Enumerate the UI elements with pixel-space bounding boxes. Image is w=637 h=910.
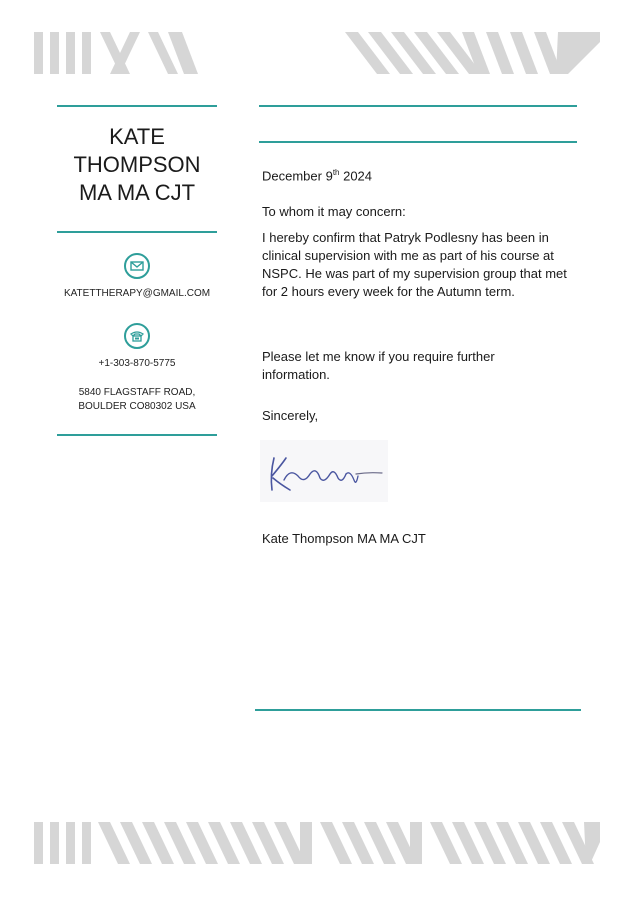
- signature-name: Kate Thompson MA MA CJT: [262, 531, 426, 546]
- letter-second-rule: [259, 141, 577, 143]
- address-line: 5840 FLAGSTAFF ROAD,: [78, 387, 196, 398]
- telephone-icon: [124, 323, 150, 349]
- letter-bottom-rule: [255, 709, 581, 711]
- sender-name: [58, 123, 216, 207]
- letter-salutation: To whom it may concern:: [262, 204, 406, 219]
- letter-body-paragraph-1: I hereby confirm that Patryk Podlesny has been in clinical supervision with me as part of his course at NSPC. He was part of my supervision group that met for 2 hours every week for the Autumn term.: [262, 230, 567, 299]
- address-line: BOULDER CO80302 USA: [78, 401, 196, 412]
- letter-body-paragraph-2: Please let me know if you require further information.: [262, 349, 495, 382]
- letter-top-rule: [259, 105, 577, 107]
- phone-number: +1-303-870-5775: [98, 358, 176, 369]
- name-line: KATE: [109, 124, 165, 149]
- letter-closing: Sincerely,: [262, 408, 319, 423]
- sidebar-bottom-rule: [57, 434, 217, 436]
- sidebar-top-rule: [57, 105, 217, 107]
- date-year: 2024: [339, 168, 373, 184]
- postal-address: [52, 386, 222, 414]
- name-line: MA MA CJT: [78, 180, 196, 205]
- bottom-decorative-band: [0, 822, 637, 864]
- sidebar-divider-rule: [57, 231, 217, 233]
- handwritten-signature: [260, 440, 388, 502]
- date-ordinal: th: [332, 168, 340, 177]
- name-line: THOMPSON: [73, 152, 201, 177]
- email-address: KATETTHERAPY@GMAIL.COM: [63, 288, 211, 299]
- envelope-icon: [124, 253, 150, 279]
- date-text: December 9: [262, 168, 333, 184]
- top-decorative-band: [0, 32, 637, 74]
- letter-date: [262, 164, 580, 185]
